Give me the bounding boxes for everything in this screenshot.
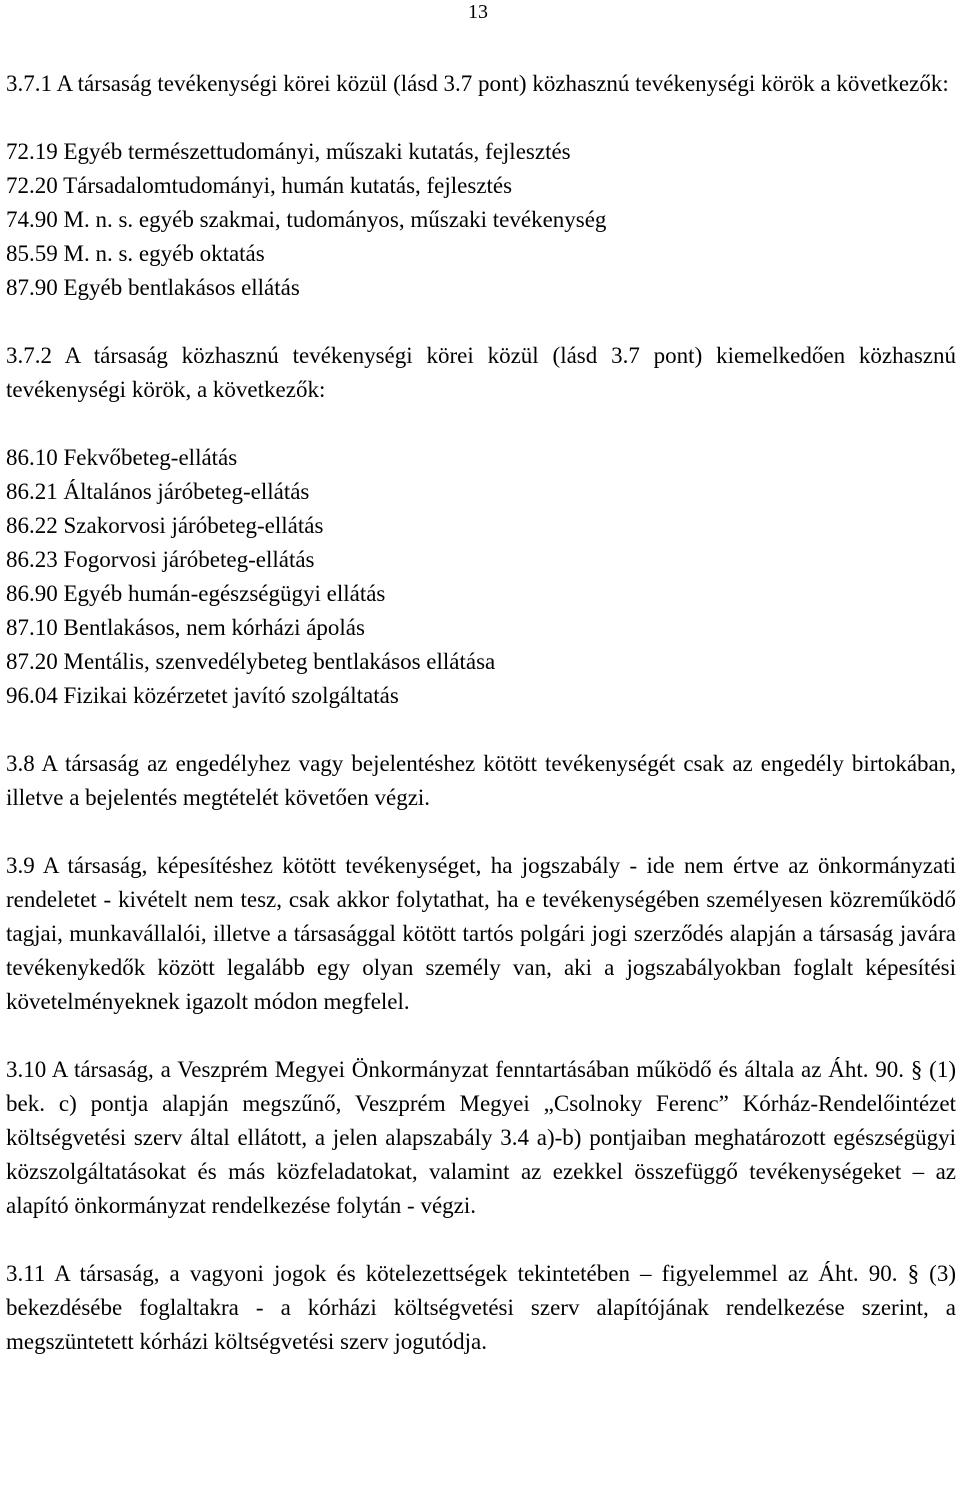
list-item: 86.90 Egyéb humán-egészségügyi ellátás <box>6 581 386 606</box>
spacer <box>6 815 956 849</box>
list-item: 85.59 M. n. s. egyéb oktatás <box>6 241 265 266</box>
list-item: 86.23 Fogorvosi járóbeteg-ellátás <box>6 547 315 572</box>
paragraph-3-11: 3.11 A társaság, a vagyoni jogok és kötelezettségek tekintetében – figyelemmel az Áht. 90. § (3) bekezdésébe foglaltakra - a kórházi költségvetési szerv alapítójának rendelkezése szerint, a megszüntetett kórházi költségvetési szerv jogutódja. <box>6 1261 956 1354</box>
paragraph-3-9: 3.9 A társaság, képesítéshez kötött tevékenységet, ha jogszabály - ide nem értve az önkormányzati rendeletet - kivételt nem tesz, csak akkor folytathat, ha e tevékenységében személyesen közreműködő tagjai, munkavállalói, illetve a társasággal kötött tartós polgári jogi szerződés alapján a társaság javára tevékenykedők között legalább egy olyan személy van, aki a jogszabályokban foglalt képesítési követelményeknek igazolt módon megfelel. <box>6 853 956 1014</box>
paragraph-3-8: 3.8 A társaság az engedélyhez vagy bejelentéshez kötött tevékenységét csak az engedély birtokában, illetve a bejelentés megtételét követően végzi. <box>6 751 956 810</box>
list-item: 86.21 Általános járóbeteg-ellátás <box>6 479 310 504</box>
list-item: 87.10 Bentlakásos, nem kórházi ápolás <box>6 615 365 640</box>
list-item: 87.90 Egyéb bentlakásos ellátás <box>6 275 300 300</box>
paragraph-3-7-1: 3.7.1 A társaság tevékenységi körei közül (lásd 3.7 pont) közhasznú tevékenységi körök a következők: <box>6 71 949 96</box>
spacer <box>6 101 956 135</box>
paragraph-3-10: 3.10 A társaság, a Veszprém Megyei Önkormányzat fenntartásában működő és általa az Áht. 90. § (1) bek. c) pontja alapján megszűnő, Veszprém Megyei „Csolnoky Ferenc” Kórház-Rendelőintézet költségvetési szerv által ellátott, a jelen alapszabály 3.4 a)-b) pontjaiban meghatározott egészségügyi közszolgáltatásokat és más közfeladatokat, valamint az ezekkel összefüggő tevékenységeket – az alapító önkormányzat rendelkezése folytán - végzi. <box>6 1057 956 1218</box>
list-item: 86.22 Szakorvosi járóbeteg-ellátás <box>6 513 324 538</box>
spacer <box>6 305 956 339</box>
page-number: 13 <box>468 1 488 23</box>
spacer <box>6 407 956 441</box>
paragraph-3-7-2: 3.7.2 A társaság közhasznú tevékenységi körei közül (lásd 3.7 pont) kiemelkedően közhasznú tevékenységi körök, a következők: <box>6 343 956 402</box>
spacer <box>6 713 956 747</box>
list-item: 86.10 Fekvőbeteg-ellátás <box>6 445 238 470</box>
list-item: 72.19 Egyéb természettudományi, műszaki kutatás, fejlesztés <box>6 139 571 164</box>
list-item: 96.04 Fizikai közérzetet javító szolgáltatás <box>6 683 399 708</box>
spacer <box>6 1019 956 1053</box>
list-item: 87.20 Mentális, szenvedélybeteg bentlakásos ellátása <box>6 649 496 674</box>
list-item: 72.20 Társadalomtudományi, humán kutatás, fejlesztés <box>6 173 513 198</box>
spacer <box>6 1223 956 1257</box>
list-item: 74.90 M. n. s. egyéb szakmai, tudományos, műszaki tevékenység <box>6 207 607 232</box>
document-body <box>6 67 956 1359</box>
